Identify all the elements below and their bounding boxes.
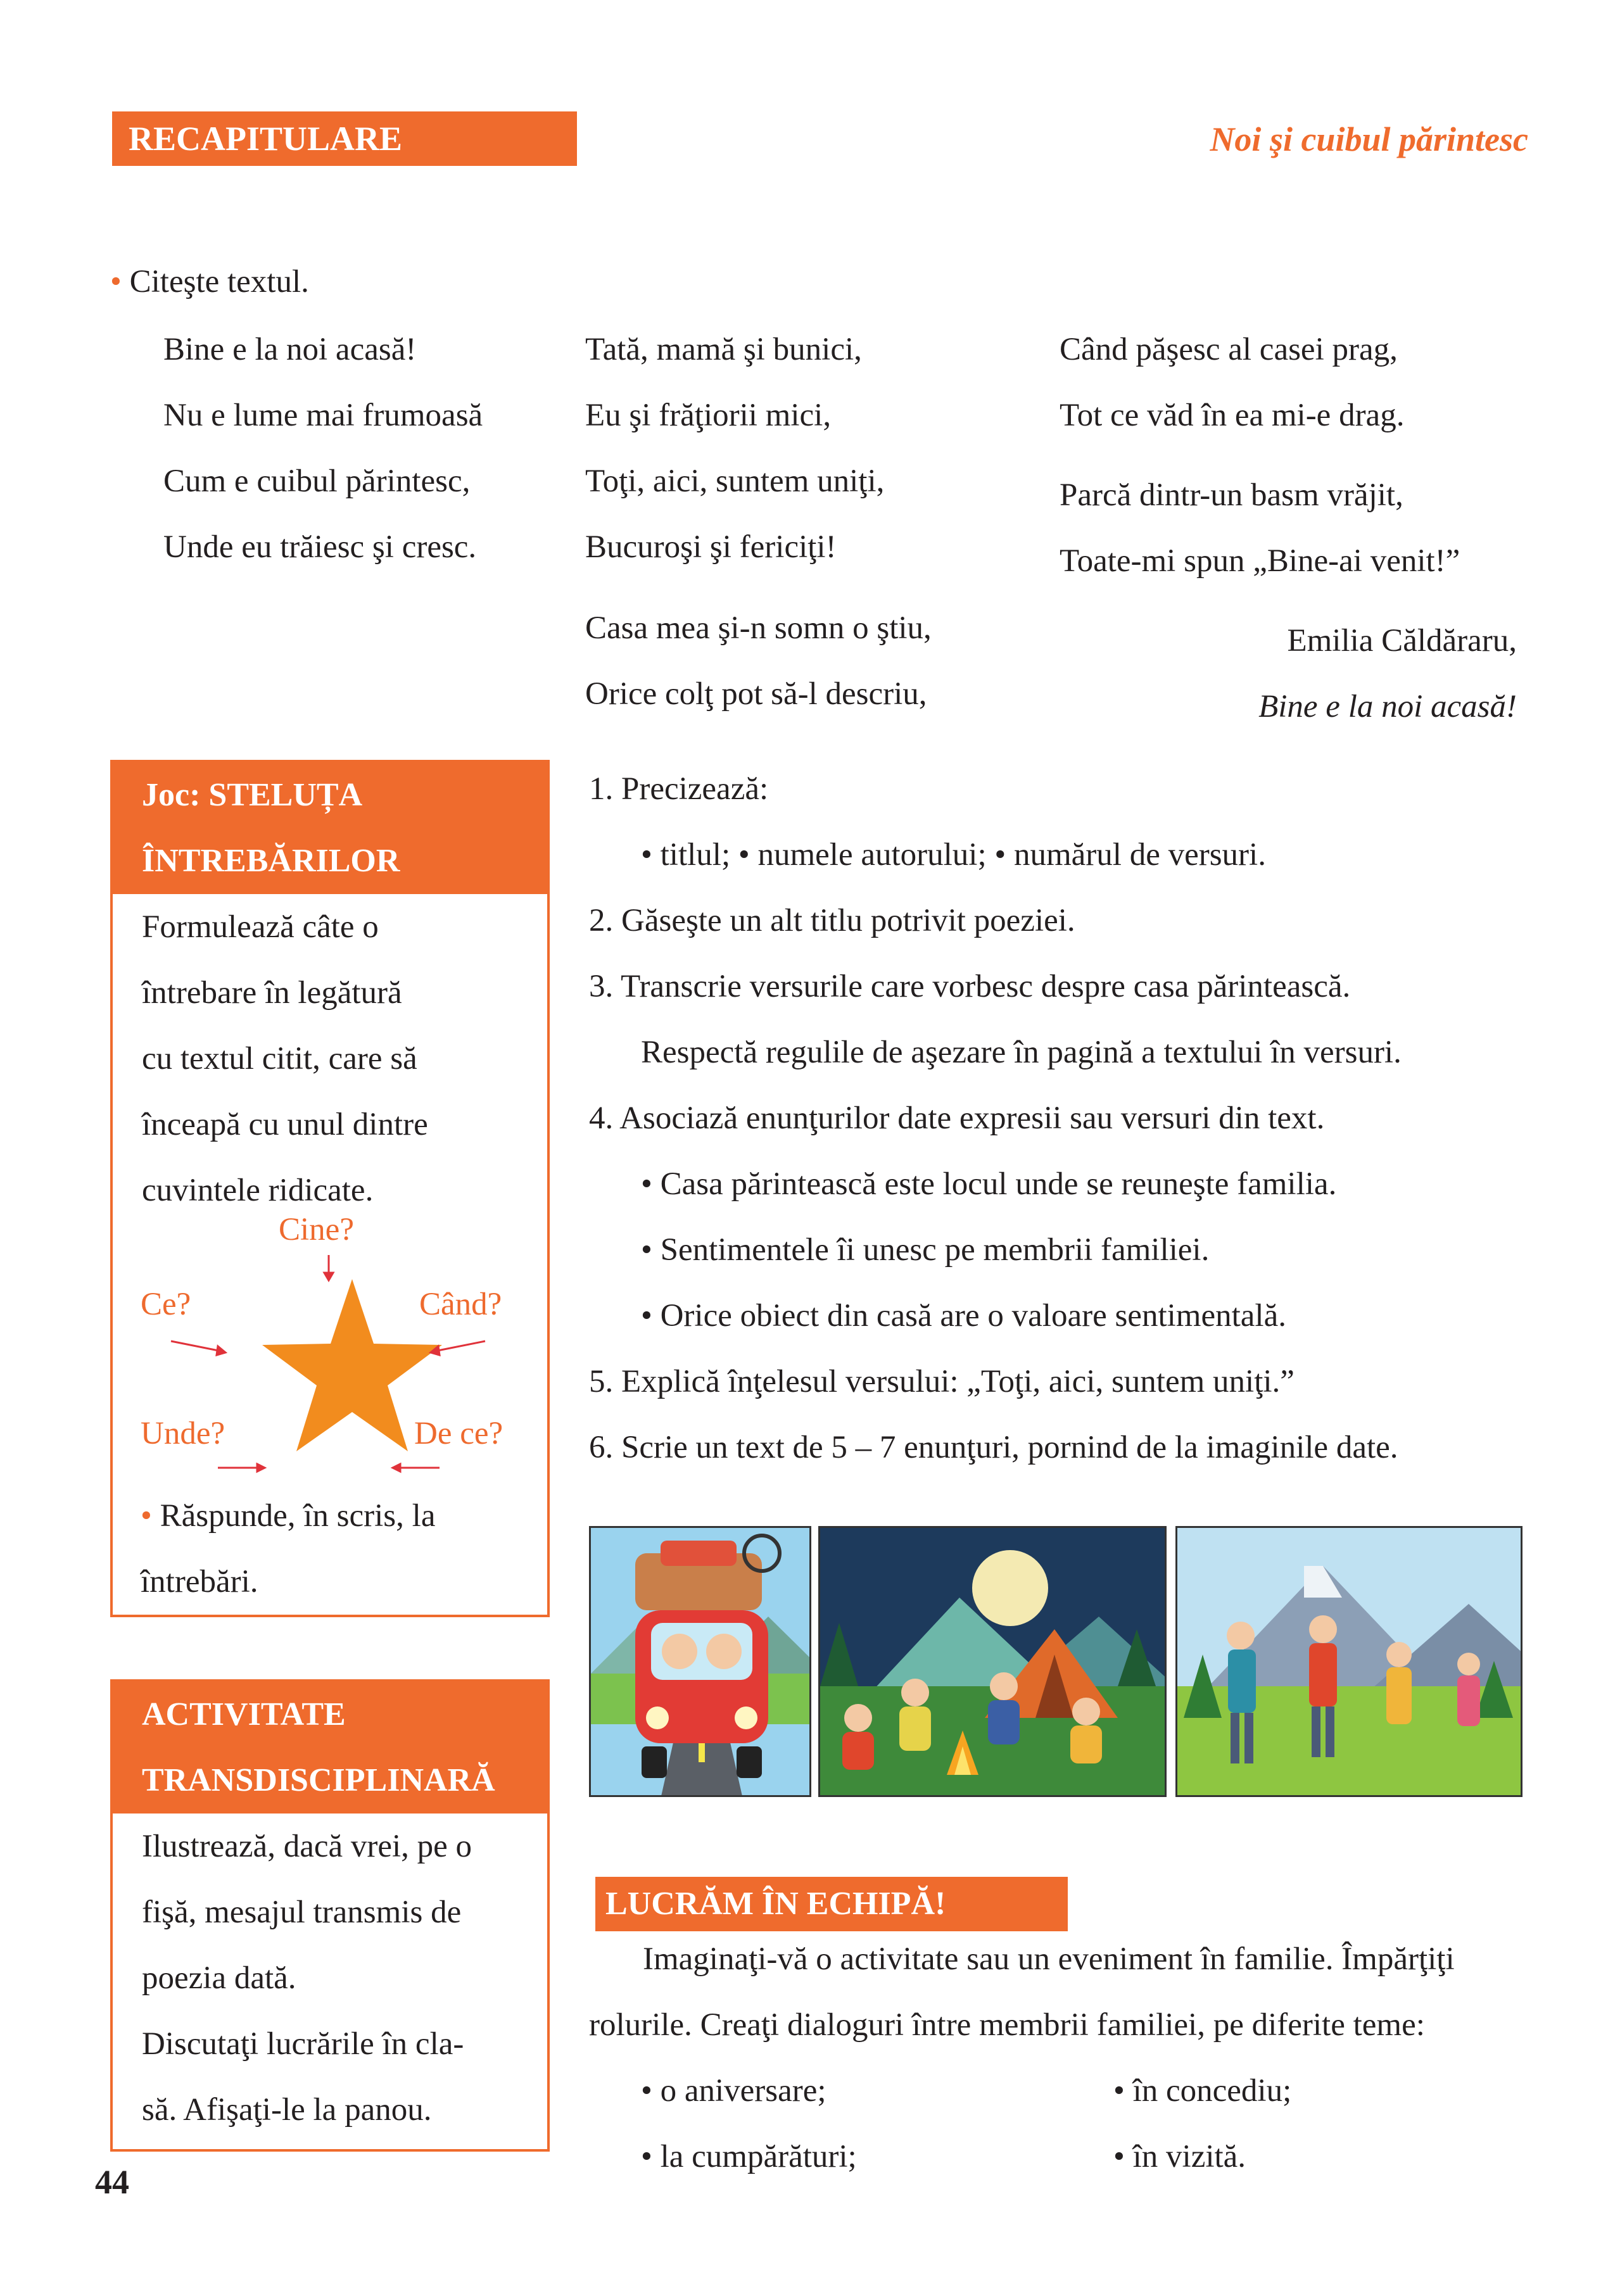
team-line-1: Imaginaţi-vă o activitate sau un eveniment în familie. Împărţiţi — [643, 1941, 1455, 1977]
poem-verse: Toate-mi spun „Bine-ai venit!” — [1060, 543, 1460, 579]
team-line-2: rolurile. Creaţi dialoguri între membrii familiei, pe diferite teme: — [589, 2007, 1425, 2043]
poem-author: Emilia Căldăraru, — [1287, 623, 1517, 659]
task-4-item: • Orice obiect din casă are o valoare sentimentală. — [641, 1298, 1286, 1334]
activity-line: Ilustrează, dacă vrei, pe o — [142, 1829, 472, 1864]
poem-column-2b — [585, 595, 932, 727]
poem-verse: Toţi, aici, suntem uniţi, — [585, 464, 885, 499]
arrow-icon — [324, 1273, 333, 1280]
poem-verse: Tată, mamă şi bunici, — [585, 332, 862, 367]
instruction-line: întrebare în legătură — [142, 975, 402, 1011]
star-label-top: Cine? — [279, 1212, 354, 1247]
tasks-list — [589, 756, 1402, 1480]
task-4: 4. Asociază enunţurilor date expresii sau versuri din text. — [589, 1101, 1325, 1136]
poem-column-3b — [1060, 462, 1460, 594]
task-1: 1. Precizează: — [589, 771, 769, 807]
poem-verse: Tot ce văd în ea mi-e drag. — [1060, 398, 1405, 433]
activity-box-body — [113, 1813, 547, 2143]
star-label-right: Când? — [419, 1287, 502, 1322]
poem-verse: Orice colţ pot să-l descriu, — [585, 676, 927, 712]
task-3-sub: Respectă regulile de aşezare în pagină a textului în versuri. — [641, 1035, 1402, 1070]
instruction-line: cuvintele ridicate. — [142, 1173, 374, 1208]
answer-line: întrebări. — [141, 1564, 258, 1599]
task-2: 2. Găseşte un alt titlu potrivit poeziei. — [589, 903, 1075, 938]
poem-verse: Eu şi frăţiorii mici, — [585, 398, 832, 433]
team-items-right — [1113, 2058, 1291, 2190]
poem-attribution — [1258, 608, 1517, 740]
instruction-line: Formulează câte o — [142, 909, 379, 945]
arrow-icon — [434, 1341, 485, 1351]
team-work-title: LUCRĂM ÎN ECHIPĂ! — [595, 1877, 1068, 1931]
poem-source: Bine e la noi acasă! — [1258, 689, 1517, 724]
poem-verse: Unde eu trăiesc şi cresc. — [163, 529, 477, 565]
star-label-bottom-left: Unde? — [141, 1416, 225, 1451]
poem-verse: Când păşesc al casei prag, — [1060, 332, 1398, 367]
arrow-icon — [393, 1464, 400, 1472]
intro-bullet: • — [110, 264, 122, 300]
arrow-icon — [217, 1346, 225, 1355]
task-6: 6. Scrie un text de 5 – 7 enunţuri, pornind de la imaginile date. — [589, 1430, 1398, 1465]
answer-line: Răspunde, în scris, la — [160, 1498, 436, 1534]
intro-text: Citeşte textul. — [129, 264, 309, 300]
poem-column-1 — [163, 317, 483, 580]
hiking-illustration — [1175, 1526, 1523, 1797]
activity-line: să. Afişaţi-le la panou. — [142, 2092, 432, 2128]
poem-verse: Cum e cuibul părintesc, — [163, 464, 471, 499]
activity-title-line: TRANSDISCIPLINARĂ — [142, 1762, 495, 1798]
game-box-instructions — [113, 894, 547, 1223]
chapter-title: Noi şi cuibul părintesc — [1210, 120, 1528, 158]
task-4-item: • Casa părintească este locul unde se reuneşte familia. — [641, 1166, 1337, 1202]
activity-box-title — [113, 1682, 547, 1813]
activity-title-line: ACTIVITATE — [142, 1696, 346, 1732]
star-label-bottom-right: De ce? — [414, 1416, 503, 1451]
task-4-item: • Sentimentele îi unesc pe membrii familiei. — [641, 1232, 1210, 1268]
poem-verse: Parcă dintr-un basm vrăjit, — [1060, 477, 1403, 513]
arrow-icon — [171, 1341, 222, 1351]
poem-verse: Bine e la noi acasă! — [163, 332, 417, 367]
team-items-left — [641, 2058, 857, 2190]
intro-line — [110, 249, 309, 315]
activity-line: Discutaţi lucrările în cla- — [142, 2026, 464, 2062]
poem-verse: Nu e lume mai frumoasă — [163, 398, 483, 433]
activity-box — [110, 1679, 550, 2152]
poem-column-2 — [585, 317, 884, 580]
team-item: • în vizită. — [1113, 2139, 1246, 2174]
team-item: • o aniversare; — [641, 2073, 826, 2109]
task-3: 3. Transcrie versurile care vorbesc despre casa părintească. — [589, 969, 1351, 1004]
answer-instruction — [141, 1483, 435, 1615]
team-item: • la cumpărături; — [641, 2139, 857, 2174]
page-number: 44 — [95, 2163, 129, 2201]
game-title-line: Joc: STELUȚA — [142, 777, 363, 813]
family-car-illustration — [589, 1526, 811, 1797]
instruction-line: cu textul citit, care să — [142, 1041, 417, 1076]
instruction-line: înceapă cu unul dintre — [142, 1107, 428, 1142]
camping-illustration — [818, 1526, 1167, 1797]
star-label-left: Ce? — [141, 1287, 191, 1322]
arrow-icon — [257, 1464, 265, 1472]
poem-verse: Casa mea şi-n somn o ştiu, — [585, 610, 932, 646]
game-box-title — [113, 762, 547, 894]
activity-line: fişă, mesajul transmis de — [142, 1895, 462, 1930]
task-1-sub: • titlul; • numele autorului; • numărul de versuri. — [641, 837, 1266, 873]
activity-line: poezia dată. — [142, 1960, 296, 1996]
task-5: 5. Explică înţelesul versului: „Toţi, aici, suntem uniţi.” — [589, 1364, 1295, 1399]
poem-verse: Bucuroşi şi fericiţi! — [585, 529, 837, 565]
answer-bullet: • — [141, 1498, 152, 1534]
team-item: • în concediu; — [1113, 2073, 1292, 2109]
game-title-line: ÎNTREBĂRILOR — [142, 843, 400, 879]
section-label: RECAPITULARE — [112, 111, 577, 166]
poem-column-3 — [1060, 317, 1404, 448]
